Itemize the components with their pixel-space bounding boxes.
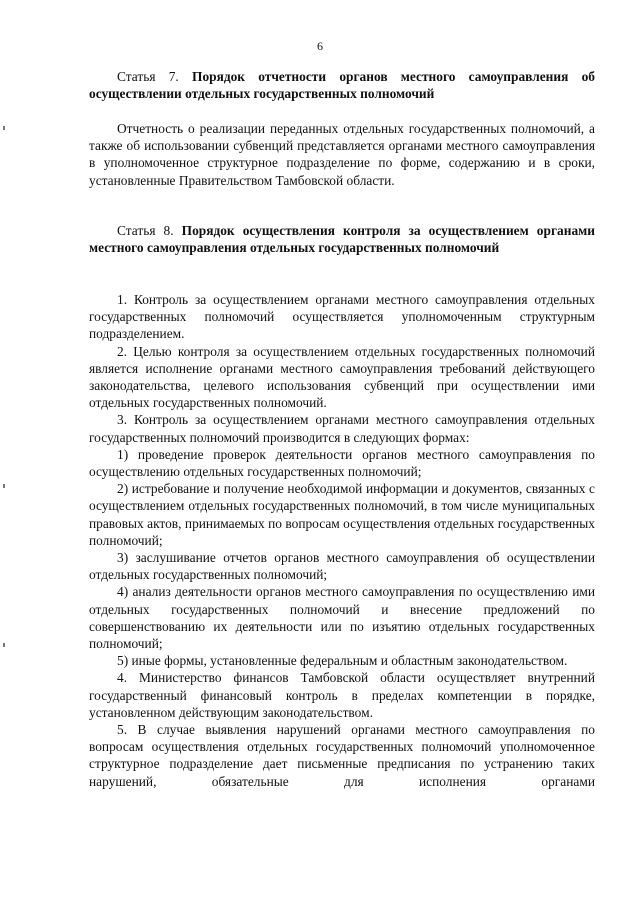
list-item-2: 2) истребование и получение необходимой информации и документов, связанных с осуществлением отдельных государственных полномочий, в том числе муниципальных правовых актов, принимаемых по вопросам осуществления отдельных государственных полномочий;: [89, 481, 595, 548]
list-item-5: 5) иные формы, установленные федеральным и областным законодательством.: [117, 653, 568, 669]
article-7-heading: [89, 68, 595, 102]
article-7-body: [89, 120, 595, 189]
paragraph-5: 5. В случае выявления нарушений органами местного самоуправления по вопросам осуществления отдельных государственных полномочий уполномоченное структурное подразделение дает письменные предписания по устранению таких нарушений, обязательные для исполнения органами: [89, 722, 595, 789]
paragraph-2: 2. Целью контроля за осуществлением отдельных государственных полномочий является исполнение органами местного самоуправления требований действующего законодательства, целевого использования субвенций при осуществлении ими отдельных государственных полномочий.: [89, 343, 595, 411]
article-7-prefix: Статья 7.: [117, 69, 179, 84]
article-8-heading: [89, 222, 595, 256]
article-7-paragraph: Отчетность о реализации переданных отдельных государственных полномочий, а также об использовании субвенций представляется органами местного самоуправления в уполномоченное структурное подразделение по форме, содержанию и в сроки, установленные Правительством Тамбовской области.: [89, 121, 595, 188]
page-number: 6: [317, 39, 323, 53]
article-7-title: Порядок отчетности органов местного самоуправления об осуществлении отдельных государственных полномочий: [89, 69, 595, 102]
list-item-1: 1) проведение проверок деятельности органов местного самоуправления по осуществлению отдельных государственных полномочий;: [89, 446, 595, 480]
paragraph-3: 3. Контроль за осуществлением органами местного самоуправления отдельных государственных полномочий производится в следующих формах:: [89, 412, 595, 445]
paragraph-1: 1. Контроль за осуществлением органами местного самоуправления отдельных государственных полномочий осуществляется уполномоченным структурным подразделением.: [89, 292, 595, 342]
margin-mark: [3, 126, 5, 130]
paragraph-4: 4. Министерство финансов Тамбовской области осуществляет внутренний государственный финансовый контроль в пределах компетенции в порядке, установленном действующим законодательством.: [89, 670, 595, 720]
article-8-title: Порядок осуществления контроля за осуществлением органами местного самоуправления отдельных государственных полномочий: [89, 223, 595, 256]
article-8-body: [89, 291, 595, 790]
list-item-3: 3) заслушивание отчетов органов местного самоуправления об осуществлении отдельных государственных полномочий;: [89, 550, 595, 583]
article-8-prefix: Статья 8.: [117, 223, 174, 238]
margin-mark: [3, 643, 5, 647]
list-item-4: 4) анализ деятельности органов местного самоуправления по осуществлению ими отдельных государственных полномочий и внесение предложений по совершенствованию их деятельности или по изъятию отдельных государственных полномочий;: [89, 584, 595, 652]
margin-mark: [3, 484, 5, 488]
